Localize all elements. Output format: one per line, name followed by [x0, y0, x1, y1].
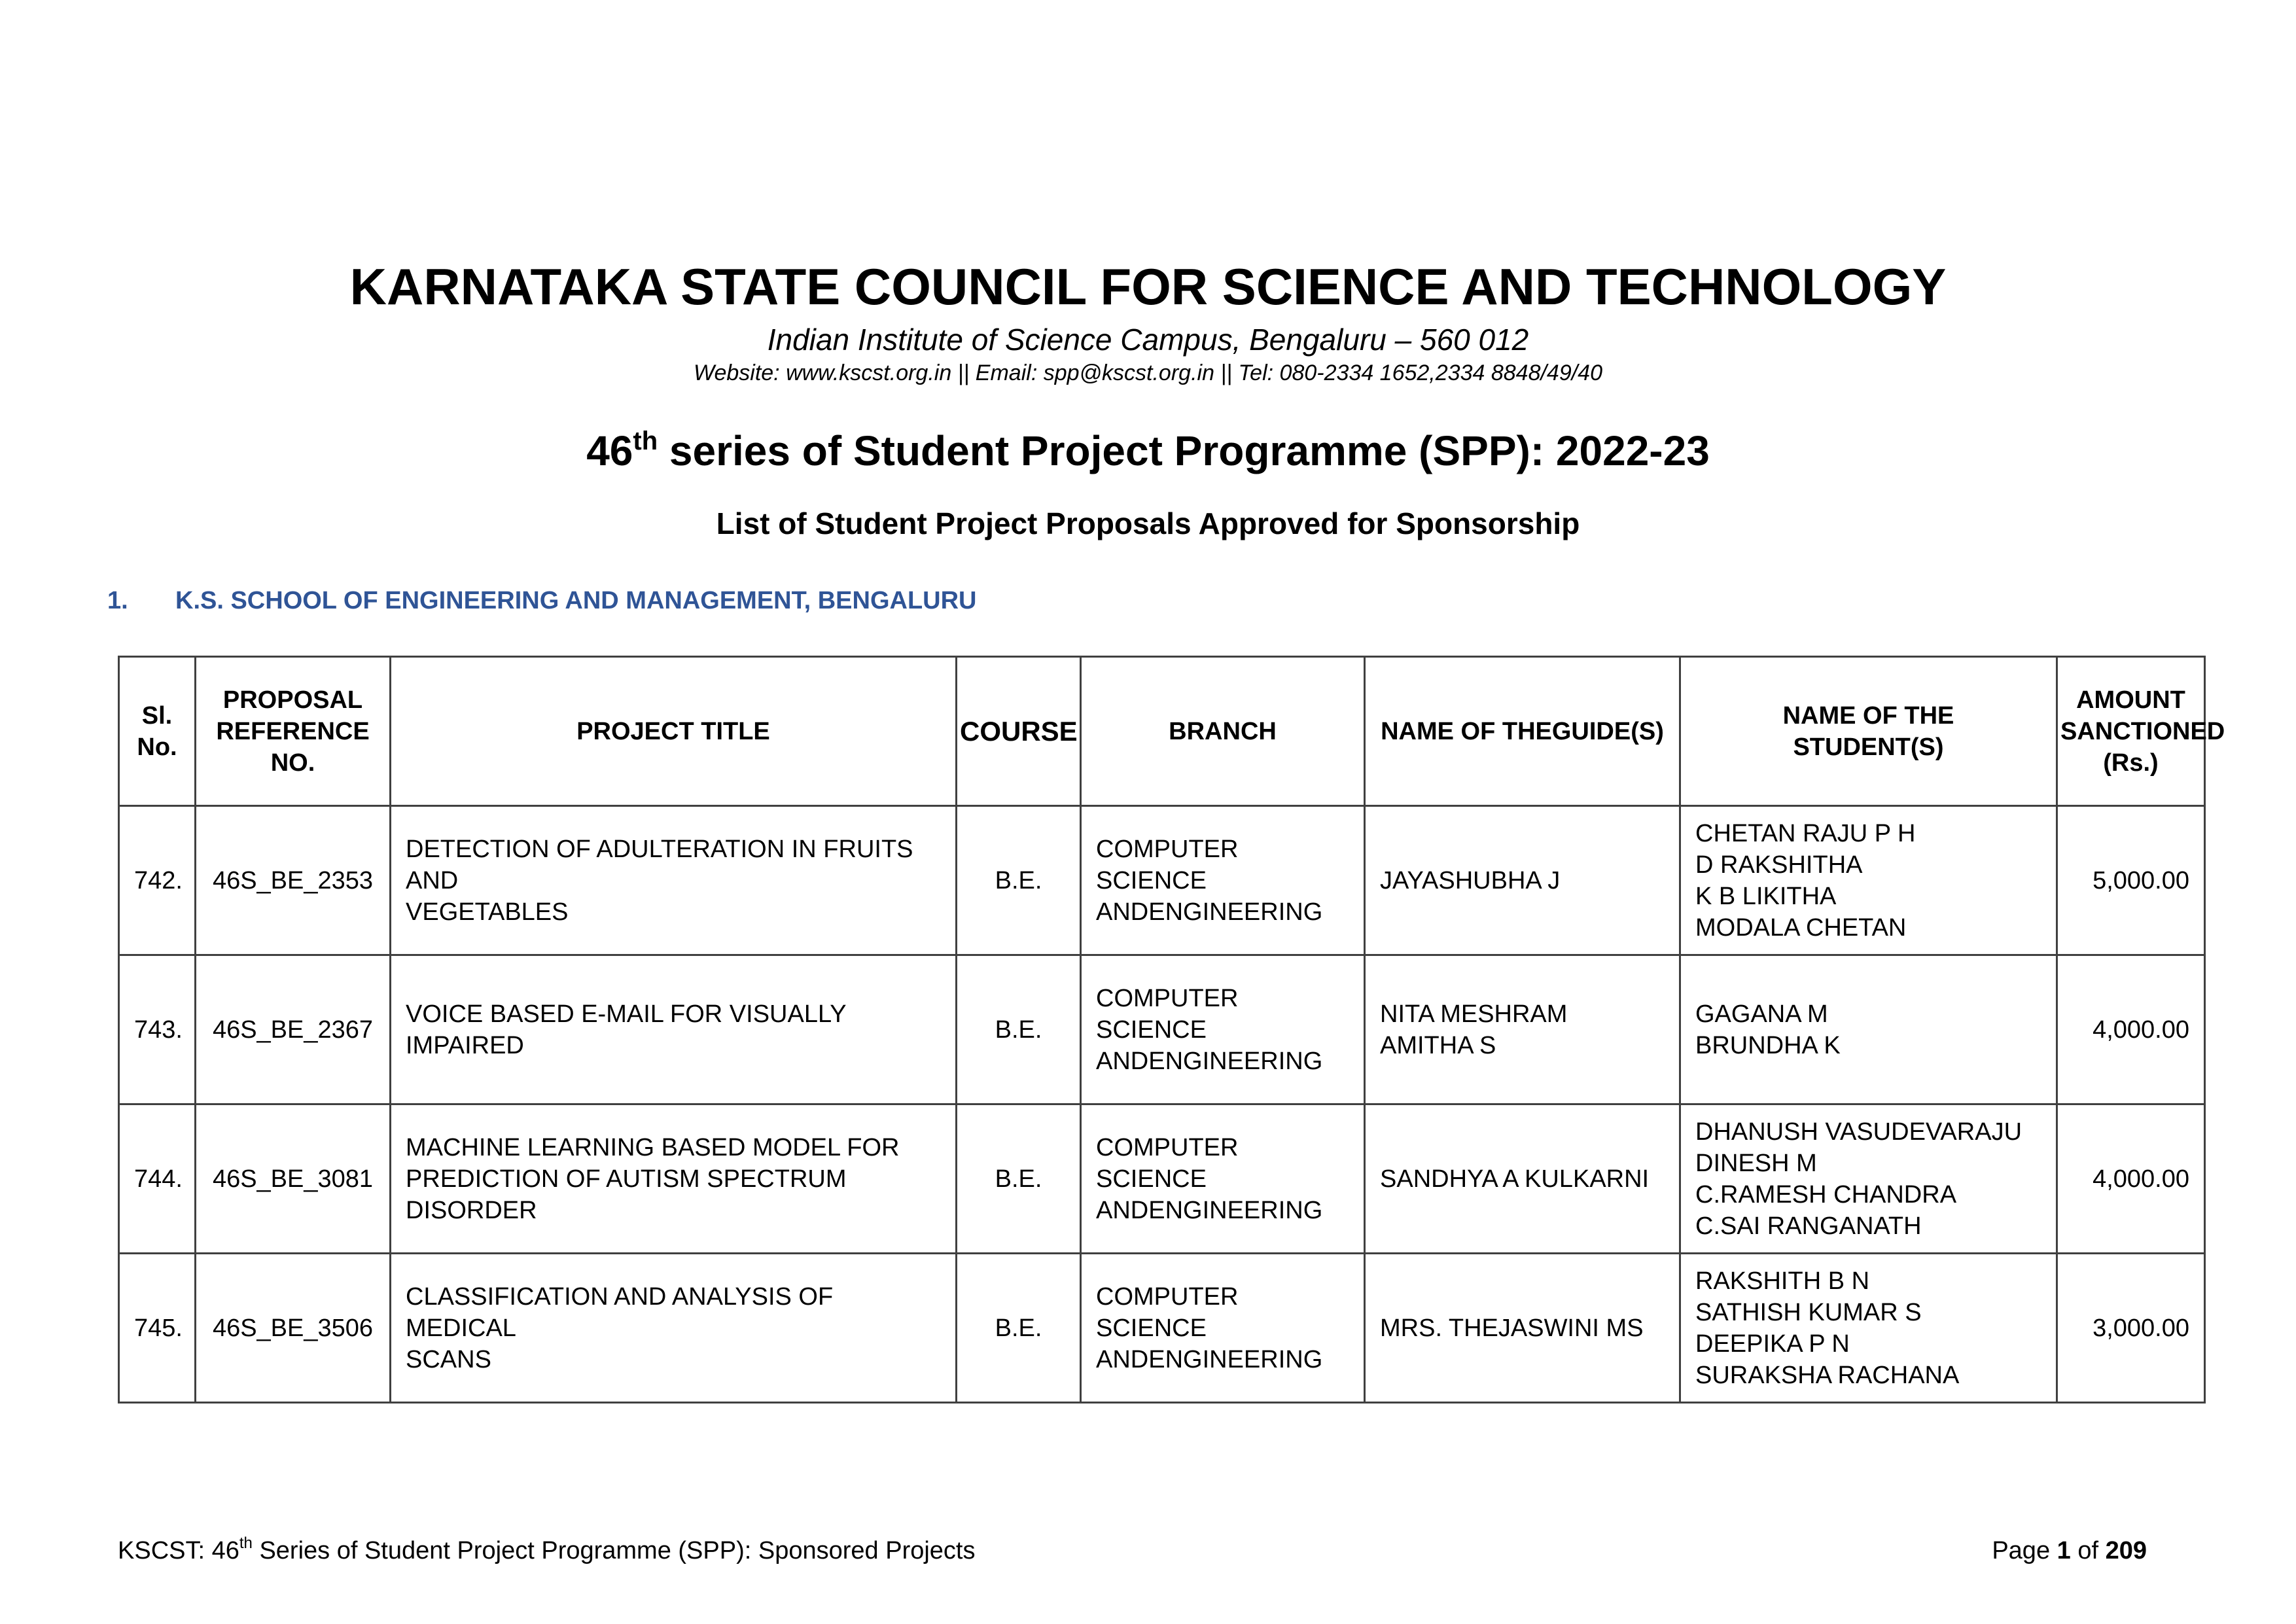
header-guide: NAME OF THEGUIDE(S)	[1365, 657, 1680, 806]
table-row	[119, 806, 2205, 955]
table-row	[119, 1254, 2205, 1403]
cell-guide: JAYASHUBHA J	[1365, 806, 1680, 955]
cell-amount: 4,000.00	[2057, 955, 2205, 1104]
cell-course: B.E.	[957, 806, 1081, 955]
list-title: List of Student Project Proposals Approved for Sponsorship	[716, 506, 1580, 540]
organization-title: KARNATAKA STATE COUNCIL FOR SCIENCE AND TECHNOLOGY	[349, 258, 1947, 315]
cell-branch: COMPUTER SCIENCE ANDENGINEERING	[1081, 955, 1365, 1104]
section-number: 1.	[107, 587, 128, 614]
cell-course: B.E.	[957, 955, 1081, 1104]
cell-project-title: CLASSIFICATION AND ANALYSIS OF MEDICAL SCANS	[391, 1254, 957, 1403]
cell-sl-no: 743.	[119, 955, 196, 1104]
section-heading	[107, 584, 977, 617]
cell-guide: SANDHYA A KULKARNI	[1365, 1104, 1680, 1254]
header-amount: AMOUNT SANCTIONED (Rs.)	[2057, 657, 2205, 806]
cell-sl-no: 742.	[119, 806, 196, 955]
cell-branch: COMPUTER SCIENCE ANDENGINEERING	[1081, 1104, 1365, 1254]
cell-proposal-ref: 46S_BE_2353	[196, 806, 391, 955]
page-number: Page 1 of 209	[1992, 1537, 2147, 1564]
table-header-row	[119, 657, 2205, 806]
cell-project-title: MACHINE LEARNING BASED MODEL FOR PREDICTION OF AUTISM SPECTRUM DISORDER	[391, 1104, 957, 1254]
projects-table	[118, 656, 2225, 1403]
cell-guide: NITA MESHRAM AMITHA S	[1365, 955, 1680, 1104]
cell-course: B.E.	[957, 1254, 1081, 1403]
cell-course: B.E.	[957, 1104, 1081, 1254]
cell-amount: 4,000.00	[2057, 1104, 2205, 1254]
table-row	[119, 955, 2205, 1104]
cell-proposal-ref: 46S_BE_2367	[196, 955, 391, 1104]
cell-sl-no: 745.	[119, 1254, 196, 1403]
cell-project-title: VOICE BASED E-MAIL FOR VISUALLY IMPAIRED	[391, 955, 957, 1104]
organization-address: Indian Institute of Science Campus, Bengaluru – 560 012	[767, 323, 1529, 357]
cell-sl-no: 744.	[119, 1104, 196, 1254]
cell-branch: COMPUTER SCIENCE ANDENGINEERING	[1081, 806, 1365, 955]
header-students: NAME OF THE STUDENT(S)	[1680, 657, 2057, 806]
contact-line: Website: www.kscst.org.in || Email: spp@kscst.org.in || Tel: 080-2334 1652,2334 8848/49/40	[693, 361, 1603, 385]
cell-amount: 5,000.00	[2057, 806, 2205, 955]
header-branch: BRANCH	[1081, 657, 1365, 806]
cell-proposal-ref: 46S_BE_3081	[196, 1104, 391, 1254]
series-ordinal: th	[633, 427, 658, 455]
cell-project-title: DETECTION OF ADULTERATION IN FRUITS AND VEGETABLES	[391, 806, 957, 955]
series-number: 46	[586, 427, 633, 474]
cell-guide: MRS. THEJASWINI MS	[1365, 1254, 1680, 1403]
cell-students: RAKSHITH B N SATHISH KUMAR S DEEPIKA P N SURAKSHA RACHANA	[1680, 1254, 2057, 1403]
header-project-title: PROJECT TITLE	[391, 657, 957, 806]
header-proposal-ref: PROPOSAL REFERENCE NO.	[196, 657, 391, 806]
header-course: COURSE	[957, 657, 1081, 806]
cell-branch: COMPUTER SCIENCE ANDENGINEERING	[1081, 1254, 1365, 1403]
series-title	[0, 421, 2296, 480]
cell-amount: 3,000.00	[2057, 1254, 2205, 1403]
footer-title: KSCST: 46th Series of Student Project Programme (SPP): Sponsored Projects	[118, 1534, 976, 1564]
document-header	[0, 253, 2296, 543]
section-name: K.S. SCHOOL OF ENGINEERING AND MANAGEMENT, BENGALURU	[175, 587, 977, 614]
header-sl-no: Sl. No.	[119, 657, 196, 806]
table-row	[119, 1104, 2205, 1254]
cell-students: CHETAN RAJU P H D RAKSHITHA K B LIKITHA MODALA CHETAN	[1680, 806, 2057, 955]
cell-students: GAGANA M BRUNDHA K	[1680, 955, 2057, 1104]
series-title-text: series of Student Project Programme (SPP): 2022-23	[658, 427, 1710, 474]
cell-students: DHANUSH VASUDEVARAJU DINESH M C.RAMESH CHANDRA C.SAI RANGANATH	[1680, 1104, 2057, 1254]
cell-proposal-ref: 46S_BE_3506	[196, 1254, 391, 1403]
